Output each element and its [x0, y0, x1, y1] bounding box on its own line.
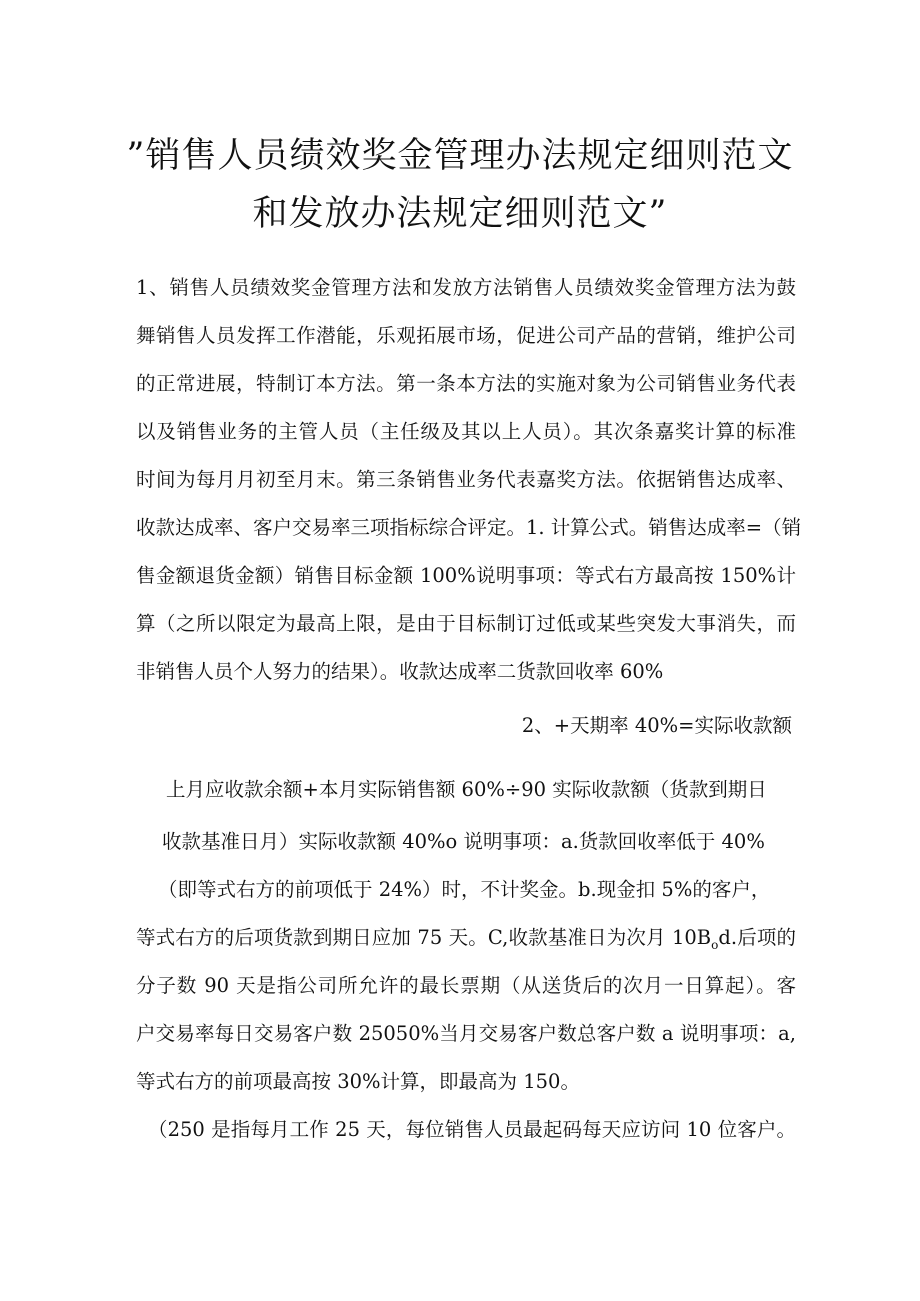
paragraph-line: 户交易率每日交易客户数 25050%当月交易客户数总客户数 a 说明事项：a,: [136, 1022, 796, 1045]
paragraph-line: 收款基准日月）实际收款额 40%o 说明事项：a.货款回收率低于 40%: [162, 830, 765, 853]
subscript-text: o: [711, 937, 719, 952]
paragraph-line: 时间为每月月初至月末。第三条销售业务代表嘉奖方法。依据销售达成率、: [136, 468, 796, 491]
document-title-line-2: 和发放办法规定细则范文”: [252, 194, 668, 234]
paragraph-line: 分子数 90 天是指公司所允许的最长票期（从送货后的次月一日算起）。客: [136, 974, 796, 997]
paragraph-line: 1、销售人员绩效奖金管理方法和发放方法销售人员绩效奖金管理方法为鼓: [136, 276, 796, 299]
line-text-before: 等式右方的后项货款到期日应加 75 天。C,收款基准日为次月 10B: [136, 926, 712, 949]
paragraph-line: 算（之所以限定为最高上限，是由于目标制订过低或某些突发大事消失，而: [136, 612, 796, 635]
paragraph-line: 的正常进展，特制订本方法。第一条本方法的实施对象为公司销售业务代表: [136, 372, 796, 395]
paragraph-line: 非销售人员个人努力的结果）。收款达成率二货款回收率 60%: [136, 660, 664, 683]
document-title-line-1: ”销售人员绩效奖金管理办法规定细则范文: [126, 136, 794, 176]
formula-line: 2、+天期率 40%=实际收款额: [521, 714, 792, 737]
paragraph-line: 以及销售业务的主管人员（主任级及其以上人员）。其次条嘉奖计算的标准: [136, 420, 796, 443]
paragraph-line: 上月应收款余额+本月实际销售额 60%÷90 实际收款额（货款到期日: [166, 778, 767, 801]
line-text-after: d.后项的: [718, 926, 796, 949]
paragraph-line: 舞销售人员发挥工作潜能，乐观拓展市场，促进公司产品的营销，维护公司: [136, 324, 796, 347]
paragraph-line: 等式右方的前项最高按 30%计算，即最高为 150。: [136, 1070, 580, 1093]
paragraph-line: （即等式右方的前项低于 24%）时，不计奖金。b.现金扣 5%的客户，: [158, 878, 771, 901]
paragraph-line: 售金额退货金额）销售目标金额 100%说明事项：等式右方最高按 150%计: [136, 564, 796, 587]
paragraph-3: （250 是指每月工作 25 天，每位销售人员最起码每天应访问 10 位客户。: [148, 1118, 796, 1141]
paragraph-line: [136, 922, 796, 952]
paragraph-line: 收款达成率、客户交易率三项指标综合评定。1. 计算公式。销售达成率=（销: [136, 516, 802, 539]
